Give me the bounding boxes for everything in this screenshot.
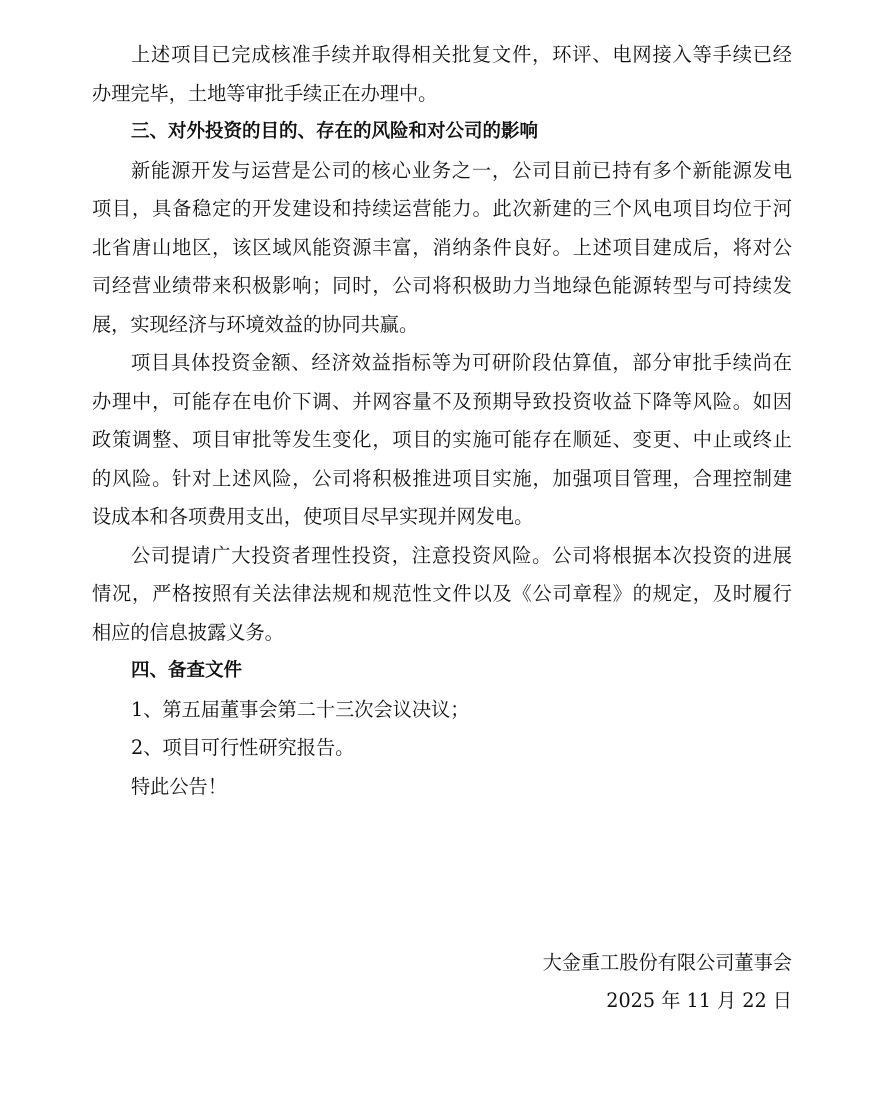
paragraph-line: 项目具体投资金额、经济效益指标等为可研阶段估算值，部分审批手续尚在 <box>131 351 792 374</box>
reference-item-1: 1、第五届董事会第二十三次会议决议； <box>131 697 470 721</box>
paragraph-line: 公司提请广大投资者理性投资，注意投资风险。公司将根据本次投资的进展 <box>131 543 792 567</box>
paragraph-line: 北省唐山地区，该区域风能资源丰富，消纳条件良好。上述项目建成后，将对公 <box>92 235 792 259</box>
paragraph-line: 办理中，可能存在电价下调、并网容量不及预期导致投资收益下降等风险。如因 <box>92 389 792 413</box>
paragraph-line: 政策调整、项目审批等发生变化，项目的实施可能存在顺延、变更、中止或终止 <box>92 428 792 451</box>
paragraph-line: 展，实现经济与环境效益的协同共赢。 <box>92 312 419 336</box>
paragraph-line: 上述项目已完成核准手续并取得相关批复文件，环评、电网接入等手续已经 <box>131 43 792 66</box>
paragraph-line: 项目，具备稳定的开发建设和持续运营能力。此次新建的三个风电项目均位于河 <box>92 197 792 220</box>
paragraph-line: 相应的信息披露义务。 <box>92 620 284 644</box>
paragraph-line: 的风险。针对上述风险，公司将积极推进项目实施，加强项目管理，合理控制建 <box>92 466 792 490</box>
document-body <box>92 36 792 806</box>
paragraph-line: 新能源开发与运营是公司的核心业务之一，公司目前已持有多个新能源发电 <box>131 158 792 182</box>
signature-date: 2025 年 11 月 22 日 <box>606 989 792 1012</box>
reference-item-2: 2、项目可行性研究报告。 <box>131 736 355 759</box>
signature-company: 大金重工股份有限公司董事会 <box>542 951 792 974</box>
closing-statement: 特此公告！ <box>131 774 227 798</box>
section-heading-4: 四、备查文件 <box>131 660 243 681</box>
paragraph-line: 情况，严格按照有关法律法规和规范性文件以及《公司章程》的规定，及时履行 <box>92 582 792 605</box>
paragraph-line: 设成本和各项费用支出，使项目尽早实现并网发电。 <box>92 505 534 528</box>
paragraph-line: 司经营业绩带来积极影响；同时，公司将积极助力当地绿色能源转型与可持续发 <box>92 274 792 297</box>
section-heading-3: 三、对外投资的目的、存在的风险和对公司的影响 <box>131 121 539 142</box>
paragraph-line: 办理完毕，土地等审批手续正在办理中。 <box>92 81 438 105</box>
